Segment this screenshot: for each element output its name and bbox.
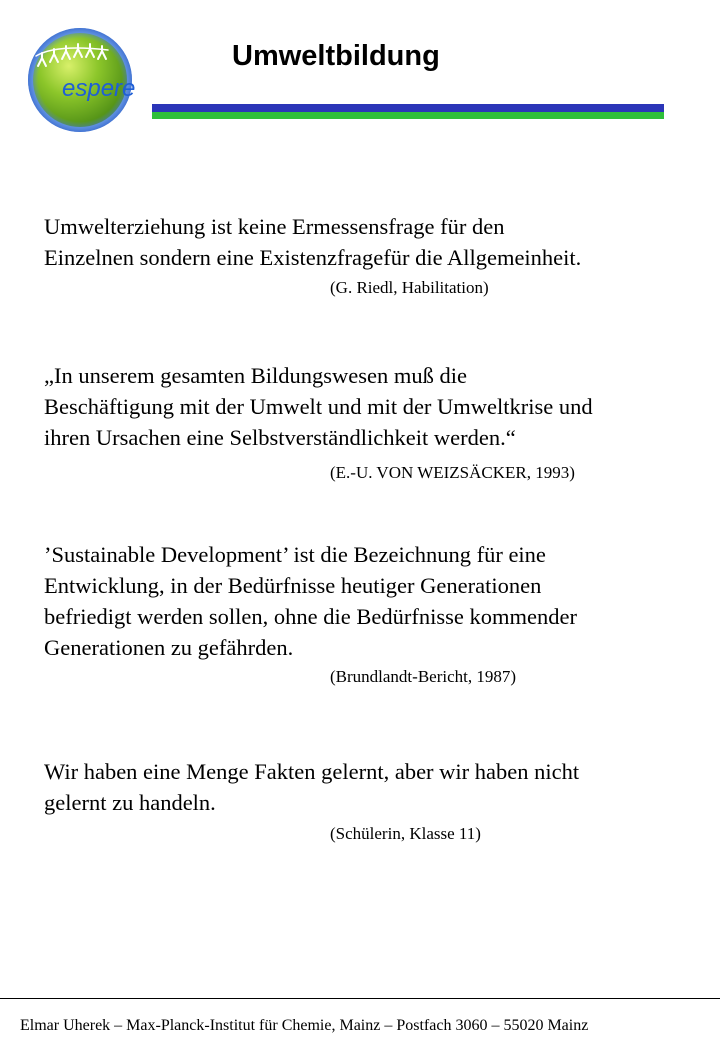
espere-logo xyxy=(22,26,162,134)
header-bar-blue xyxy=(152,104,664,112)
citation-4: (Schülerin, Klasse 11) xyxy=(330,824,481,843)
citation-2: (E.-U. VON WEIZSÄCKER, 1993) xyxy=(330,463,575,482)
logo-text: espere xyxy=(62,75,136,102)
citation-3: (Brundlandt-Bericht, 1987) xyxy=(330,667,517,686)
page-title: Umweltbildung xyxy=(232,40,440,72)
quote-1: Umwelterziehung ist keine Ermessensfrage für den Einzelnen sondern eine Existenzfragefür die Allgemeinheit. xyxy=(44,214,582,270)
citation-1: (G. Riedl, Habilitation) xyxy=(330,278,489,297)
footer-text: Elmar Uherek – Max-Planck-Institut für Chemie, Mainz – Postfach 3060 – 55020 Mainz xyxy=(20,1017,589,1034)
header-bar-green xyxy=(152,112,664,119)
quote-4: Wir haben eine Menge Fakten gelernt, aber wir haben nicht gelernt zu handeln. xyxy=(44,759,580,815)
footer-divider xyxy=(0,998,720,999)
quote-2: „In unserem gesamten Bildungswesen muß die Beschäftigung mit der Umwelt und mit der Umweltkrise und ihren Ursachen eine Selbstverständlichkeit werden.“ xyxy=(44,363,593,450)
quote-3: ’Sustainable Development’ ist die Bezeichnung für eine Entwicklung, in der Bedürfnisse heutiger Generationen befriedigt werden sollen, ohne die Bedürfnisse kommender Generationen zu gefährden. xyxy=(44,542,577,660)
